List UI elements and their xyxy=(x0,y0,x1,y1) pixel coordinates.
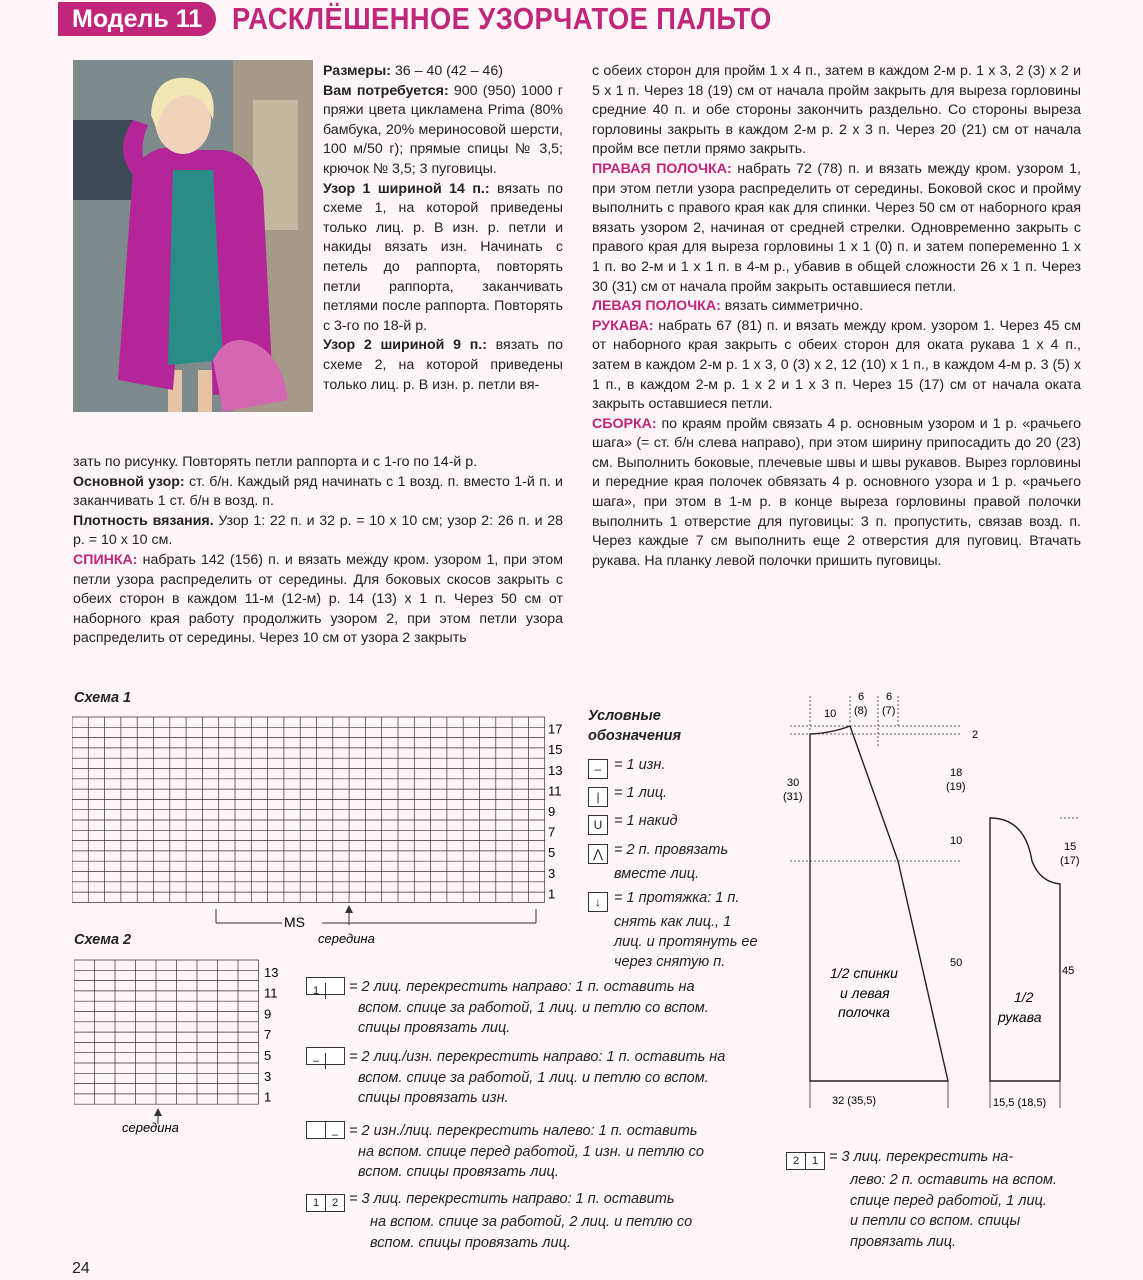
col2-text xyxy=(592,62,1081,571)
cross-text: = 2 лиц. перекрестить направо: 1 п. оставить на xyxy=(349,979,695,995)
right-front-label: ПРАВАЯ ПОЛОЧКА: xyxy=(592,160,732,177)
dim-bottom-body: 32 (35,5) xyxy=(832,1095,877,1107)
dim-top-6a: 6 xyxy=(858,691,865,703)
schema1-chart xyxy=(72,715,582,955)
cross-text: на вспом. спице за работой, 2 лиц. и петлю со xyxy=(370,1214,693,1230)
cross-text: и петли со вспом. спицы xyxy=(850,1213,1021,1229)
legend-item-purl xyxy=(588,755,665,779)
schema1-row-number: 13 xyxy=(548,762,563,778)
cross3-symbol xyxy=(306,1121,345,1139)
photo-illustration xyxy=(73,60,313,412)
dim-top-6a2: (8) xyxy=(854,705,868,717)
dim-sleeve-15: 15 xyxy=(1064,841,1077,853)
dim-right-18: 18 xyxy=(950,767,963,779)
legend-title-line2: обозначения xyxy=(588,728,682,744)
k2tog-symbol: ⋀ xyxy=(588,844,608,864)
schema2-label: Схема 2 xyxy=(74,932,132,948)
dim-top-10: 10 xyxy=(824,708,837,720)
density-label: Плотность вязания. xyxy=(73,512,214,529)
cross-cell: – xyxy=(307,1053,326,1069)
cross-cell xyxy=(326,1048,344,1064)
dim-top-6b2: (7) xyxy=(882,705,896,717)
pattern-schematic xyxy=(770,686,1100,1126)
cross-text: вспом. спице за работой, 1 лиц. и петлю со вспом. xyxy=(358,1069,709,1086)
yarnover-symbol: U xyxy=(588,815,608,835)
sleeve-text: набрать 67 (81) п. и вязать между кром. узором 1. Через 45 см от наборного края закрыть с обеих сторон для оката рукава 1 х 4 п., затем в каждом 2-м р. 1 х 3, 0 (3) х 2, 12 (10) х 1 п., в каждом 4-м р. 3 (5) х 1 п., в каждом 2-м р. 1 х 2 и 1 х 3 п. Через 15 (17) см от начала оката закрыть оставшиеся петли. xyxy=(592,317,1081,413)
materials-block xyxy=(323,62,563,395)
sleeve-label2: рукава xyxy=(998,1009,1042,1025)
cross-def-4 xyxy=(306,1189,692,1253)
dim-left-31: (31) xyxy=(783,791,803,803)
cross2-symbol xyxy=(306,1047,345,1065)
cross-text: спицы провязать изн. xyxy=(358,1090,509,1106)
cross-text: = 2 изн./лиц. перекрестить налево: 1 п. оставить xyxy=(349,1123,698,1139)
cross-def-1 xyxy=(306,977,709,1039)
model-badge: Модель 11 xyxy=(58,2,216,36)
body-label3: полочка xyxy=(838,1004,890,1020)
dim-right-10: 10 xyxy=(950,835,963,847)
sleeve-label: РУКАВА: xyxy=(592,317,654,334)
knit-symbol: | xyxy=(588,787,608,807)
schema1-row-number: 9 xyxy=(548,804,556,819)
dim-right-50: 50 xyxy=(950,957,963,969)
dim-sleeve-45: 45 xyxy=(1062,965,1075,977)
dim-right-19: (19) xyxy=(946,781,966,793)
legend-text: = 1 изн. xyxy=(614,757,666,773)
cross-text: вспом. спице за работой, 1 лиц. и петлю со вспом. xyxy=(358,999,709,1016)
cross-cell: – xyxy=(331,1129,339,1141)
cross-cell xyxy=(326,978,344,994)
legend-item-slip xyxy=(588,888,758,972)
model-photo xyxy=(73,60,313,412)
need-value: 900 (950) 1000 г пряжи цвета цикламена Prima (80% бамбука, 20% мериносовой шерсти, 100 м/50 г); прямые спицы № 3,5; крючок № 3,5; 3 пуговицы. xyxy=(323,82,563,177)
schema1-row-number: 5 xyxy=(548,845,556,861)
cross-cell: 2 xyxy=(331,1197,339,1209)
schema2-chart xyxy=(74,958,294,1138)
body-label1: 1/2 спинки xyxy=(830,965,898,981)
schema1-row-number: 17 xyxy=(548,721,563,737)
schema2-row-number: 3 xyxy=(264,1068,272,1084)
legend-text: = 2 п. провязать xyxy=(614,842,729,858)
schema2-middle: середина xyxy=(122,1120,179,1135)
legend-text: = 1 протяжка: 1 п. xyxy=(614,890,740,906)
page-number: 24 xyxy=(72,1260,90,1277)
legend-text: через снятую п. xyxy=(614,954,726,970)
dim-top-6b: 6 xyxy=(886,691,893,703)
pattern2-text: вязать по схеме 2, на которой приведены только лиц. р. В изн. р. петли вя- xyxy=(323,337,564,393)
cross-cell xyxy=(307,1122,326,1138)
slip-symbol: ↓ xyxy=(588,892,608,912)
schema2-row-number: 11 xyxy=(264,985,278,1001)
pattern1-label: Узор 1 шириной 14 п.: xyxy=(323,180,490,197)
legend-text: лиц. и протянуть ее xyxy=(614,934,758,950)
assembly-label: СБОРКА: xyxy=(592,415,657,432)
schema2-row-number: 7 xyxy=(264,1027,272,1043)
cross-text: спице перед работой, 1 лиц. xyxy=(850,1192,1047,1209)
cross-text: вспом. спицы провязать лиц. xyxy=(358,1164,559,1180)
schema1-middle: середина xyxy=(318,931,375,946)
schema1-row-number: 11 xyxy=(548,783,562,799)
legend-item-knit xyxy=(588,783,667,807)
dim-sleeve-17: (17) xyxy=(1060,855,1080,867)
schema1-label: Схема 1 xyxy=(74,690,132,706)
pattern1-text: вязать по схеме 1, на которой приведены только лиц. р. В изн. р. петли и накиды вязать изн. Начинать с петель до раппорта, повторять петли раппорта, заканчивать петлями после раппорта. Повторять с 3-го по 18-й р. xyxy=(323,180,563,334)
cross-cell: 1 xyxy=(811,1155,819,1167)
schema1-row-number: 15 xyxy=(548,742,563,758)
back-label: СПИНКА: xyxy=(73,551,138,568)
legend-text: вместе лиц. xyxy=(614,866,700,882)
dim-bottom-sleeve: 15,5 (18,5) xyxy=(993,1097,1047,1109)
cross1-symbol xyxy=(306,977,345,995)
legend-text: снять как лиц., 1 xyxy=(614,914,732,930)
legend-title-line1: Условные xyxy=(588,708,661,724)
pattern2-label: Узор 2 шириной 9 п.: xyxy=(323,337,487,354)
schema1-row-number: 3 xyxy=(548,865,556,881)
body-label2: и левая xyxy=(840,985,890,1001)
cross-text: на вспом. спице перед работой, 1 изн. и петлю со xyxy=(358,1143,704,1160)
sizes-value: 36 – 40 (42 – 46) xyxy=(390,63,503,79)
body-piece xyxy=(810,726,948,1081)
cross-cell: 1 xyxy=(307,983,326,999)
left-front-text: вязать симметрично. xyxy=(720,298,864,315)
cross-cell: 1 xyxy=(307,1195,326,1211)
schema1-row-number: 1 xyxy=(548,886,556,902)
cross-text: = 3 лиц. перекрестить направо: 1 п. оставить xyxy=(349,1191,675,1207)
sleeve-piece xyxy=(990,818,1060,1081)
left-front-label: ЛЕВАЯ ПОЛОЧКА: xyxy=(592,298,721,315)
density-text: Узор 1: 22 п. и 32 р. = 10 х 10 см; узор 2: 26 п. и 28 р. = 10 х 10 см. xyxy=(73,512,563,549)
cross-text: = 2 лиц./изн. перекрестить направо: 1 п. оставить на xyxy=(349,1049,726,1065)
back-text: набрать 142 (156) п. и вязать между кром. узором 1, при этом петли узора распределить от середины. Для боковых скосов закрыть с обеих сторон в каждом 11-м (12-м) р. 14 (13) х 1 п. Через 50 см от наборного края работу продолжить узором 2, при этом петли узора распределить от середины. Через 10 см от узора 2 закрыть xyxy=(73,551,563,647)
page-title: РАСКЛЁШЕННОЕ УЗОРЧАТОЕ ПАЛЬТО xyxy=(232,1,772,36)
purl-symbol: – xyxy=(588,759,608,779)
cross5-symbol xyxy=(786,1152,825,1170)
sleeve-label1: 1/2 xyxy=(1014,989,1034,1005)
schema2-row-number: 9 xyxy=(264,1006,272,1022)
dim-right-2: 2 xyxy=(972,729,979,741)
back-cont: с обеих сторон для пройм 1 х 4 п., затем в каждом 2-м р. 1 х 3, 2 (3) х 2 и 5 х 1 п. Через 18 (19) см от начала пройм закрыть для выреза горловины средние 40 п. и обе стороны закончить раздельно. Со стороны выреза горловины закрыть в каждом 2-м р. 2 х 3 п. Через 20 (21) см от начала пройм все петли прямо закрыть. xyxy=(592,63,1081,158)
cross-text: вспом. спицы провязать лиц. xyxy=(370,1234,571,1251)
cross-cell: 2 xyxy=(787,1153,806,1169)
right-front-text: набрать 72 (78) п. и вязать между кром. узором 1, при этом петли узора распределить от середины. Боковой скос и пройму выполнить с правого края как для спинки. Через 50 см от наборного края вязать узором 2, начиная от средней стрелки. Одновременно закрыть с правого края для выреза горловины 1 х 1 (0) п. и затем попеременно 1 х 1 п. во 2-м и 1 х 1 п. в 4-м р., убавив в общей сложности 26 х 1 п. Через 30 (31) см от начала пройм закрыть оставшиеся петли. xyxy=(592,160,1081,295)
cross-text: лево: 2 п. оставить на вспом. xyxy=(850,1172,1057,1188)
legend-text: = 1 накид xyxy=(614,813,678,829)
legend-text: = 1 лиц. xyxy=(614,785,668,801)
cross4-symbol xyxy=(306,1194,345,1212)
col1-lower xyxy=(73,453,563,649)
cross-def-5 xyxy=(786,1147,1057,1252)
legend-item-k2tog xyxy=(588,840,728,884)
ms-label: MS xyxy=(284,914,305,930)
schema2-row-number: 13 xyxy=(264,964,279,980)
base-label: Основной узор: xyxy=(73,473,185,490)
schema2-row-number: 5 xyxy=(264,1048,272,1063)
schema2-row-number: 1 xyxy=(264,1089,272,1105)
cross-text: = 3 лиц. перекрестить на- xyxy=(829,1149,1014,1165)
legend-title xyxy=(588,706,681,746)
cross-text: провязать лиц. xyxy=(850,1233,957,1250)
legend-item-yarnover xyxy=(588,811,678,835)
cross-text: спицы провязать лиц. xyxy=(358,1020,511,1036)
pattern2-cont: зать по рисунку. Повторять петли раппорта и с 1-го по 14-й р. xyxy=(73,454,478,470)
schema1-row-number: 7 xyxy=(548,824,556,840)
need-label: Вам потребуется: xyxy=(323,82,449,99)
cross-def-2 xyxy=(306,1047,725,1109)
sizes-label: Размеры: xyxy=(323,63,391,79)
dim-left-30: 30 xyxy=(787,777,800,789)
page-header xyxy=(0,0,1143,40)
assembly-text: по краям пройм связать 4 р. основным узором и 1 р. «рачьего шага» (= ст. б/н слева направо), при этом ширину припосадить до 20 (23) см. Выполнить боковые, плечевые швы и швы рукавов. Вырез горловины и передние края полочек обвязать 4 р. основного узора и 1 р. «рачьего шага», при этом в 1-м р. в конце выреза горловины правой полочки выполнить 1 отверстие для пуговицы: 3 п. пропустить, связав возд. п. Через каждые 7 см выполнить еще 2 отверстия для пуговиц. Втачать рукава. На планку левой полочки пришить пуговицы. xyxy=(592,415,1081,569)
base-text: ст. б/н. Каждый ряд начинать с 1 возд. п. вместо 1-й п. и заканчивать 1 ст. б/н в возд. п. xyxy=(73,473,563,510)
cross-def-3 xyxy=(306,1121,704,1183)
